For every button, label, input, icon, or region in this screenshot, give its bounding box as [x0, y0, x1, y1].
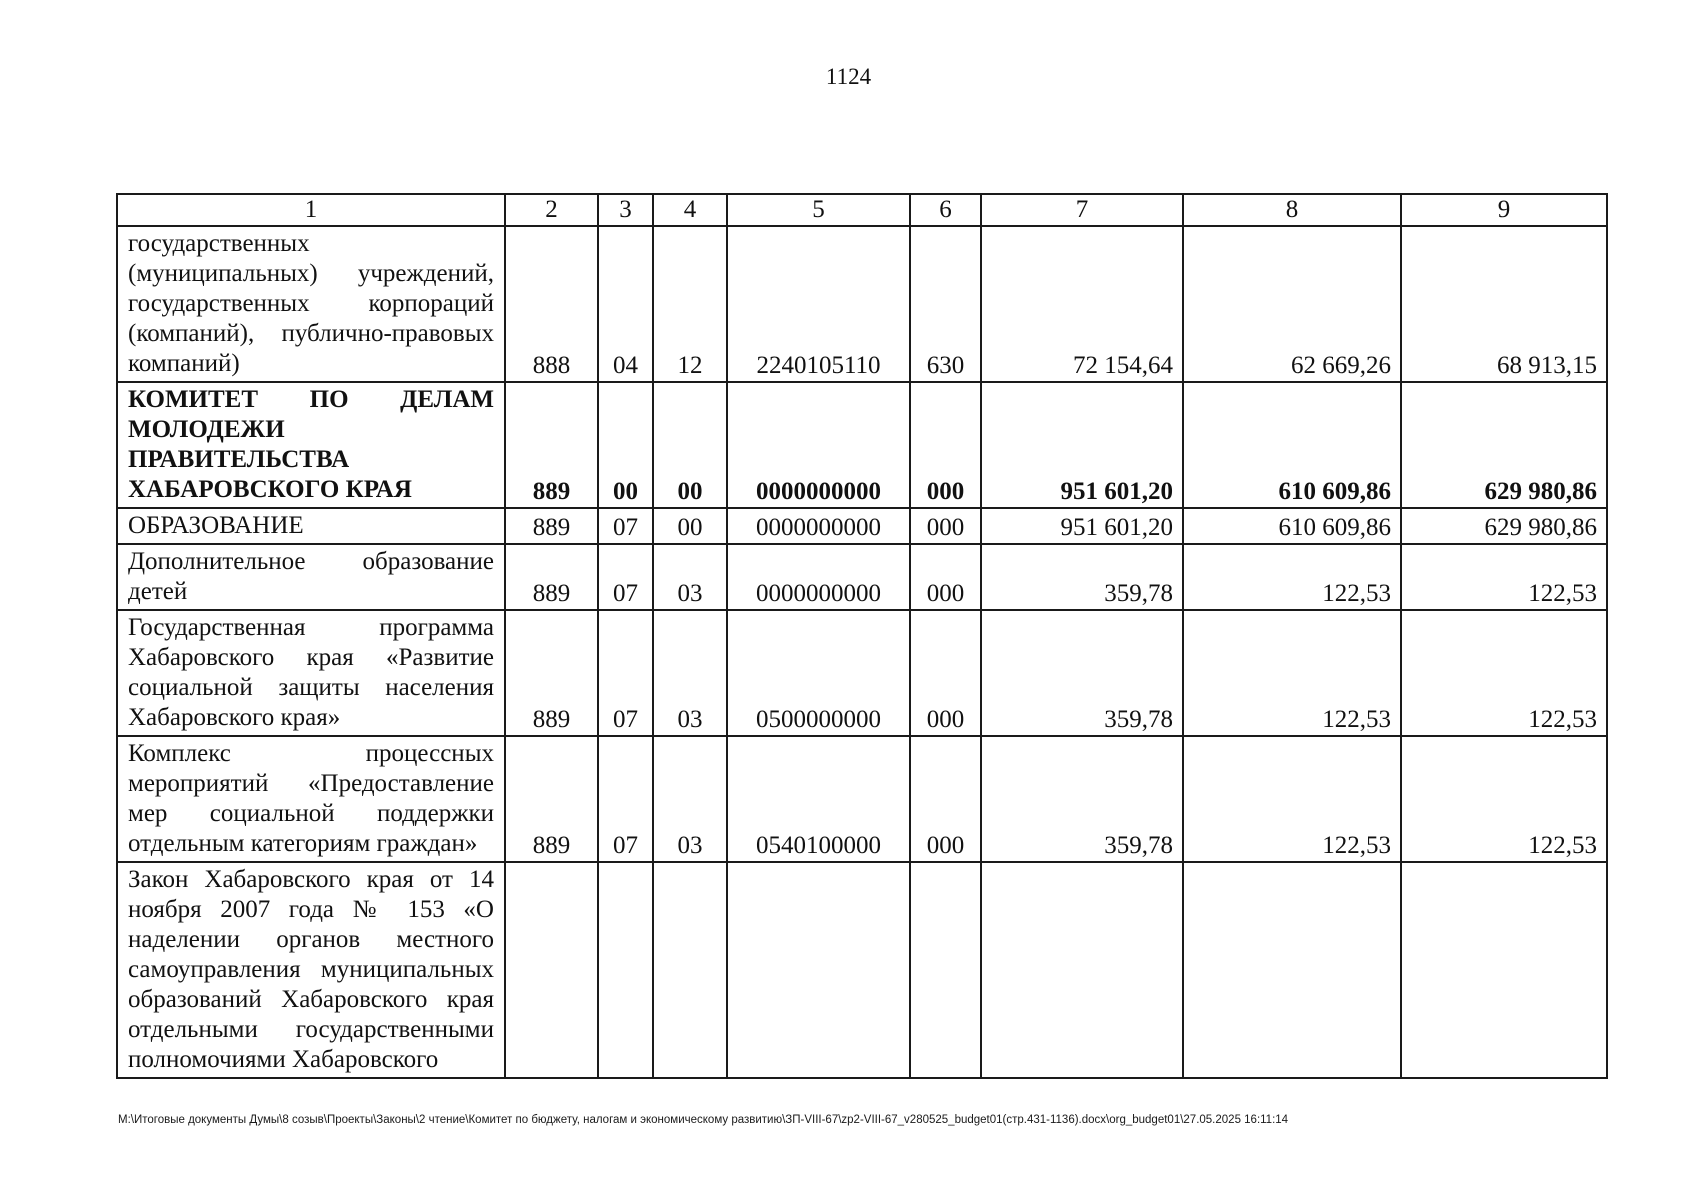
amount-col7: 359,78 — [981, 610, 1183, 736]
column-header: 8 — [1183, 194, 1401, 226]
budget-table — [116, 193, 1608, 1079]
expense-type-code: 000 — [910, 382, 981, 508]
section-code: 07 — [598, 736, 653, 862]
target-article-code: 0000000000 — [727, 508, 910, 544]
section-code: 00 — [598, 382, 653, 508]
column-header: 4 — [653, 194, 727, 226]
ministry-code: 889 — [505, 736, 598, 862]
amount-col8: 610 609,86 — [1183, 382, 1401, 508]
row-name: Закон Хабаровского края от 14 ноября 2007 года № 153 «О наделении органов местного самоуправления муниципальных образований Хабаровского края отдельными государственными полномочиями Хабаровского — [117, 862, 505, 1078]
subsection-code: 00 — [653, 382, 727, 508]
ministry-code: 889 — [505, 508, 598, 544]
column-header: 2 — [505, 194, 598, 226]
page-number: 1124 — [825, 64, 872, 89]
amount-col7: 72 154,64 — [981, 226, 1183, 382]
amount-col7: 951 601,20 — [981, 508, 1183, 544]
row-name: государственных (муниципальных) учреждений, государственных корпораций (компаний), публично-правовых компаний) — [117, 226, 505, 382]
amount-col8: 122,53 — [1183, 544, 1401, 610]
column-header: 5 — [727, 194, 910, 226]
amount-col9: 122,53 — [1401, 544, 1607, 610]
amount-col9 — [1401, 862, 1607, 1078]
expense-type-code: 000 — [910, 736, 981, 862]
column-header: 6 — [910, 194, 981, 226]
amount-col7: 359,78 — [981, 544, 1183, 610]
amount-col9: 122,53 — [1401, 610, 1607, 736]
section-code — [598, 862, 653, 1078]
amount-col7: 359,78 — [981, 736, 1183, 862]
amount-col9: 629 980,86 — [1401, 508, 1607, 544]
section-code: 07 — [598, 544, 653, 610]
target-article-code — [727, 862, 910, 1078]
ministry-code: 888 — [505, 226, 598, 382]
amount-col7: 951 601,20 — [981, 382, 1183, 508]
table-row — [117, 862, 1607, 1078]
column-header: 9 — [1401, 194, 1607, 226]
column-header: 7 — [981, 194, 1183, 226]
ministry-code: 889 — [505, 544, 598, 610]
amount-col8 — [1183, 862, 1401, 1078]
subsection-code: 12 — [653, 226, 727, 382]
column-header: 3 — [598, 194, 653, 226]
amount-col7 — [981, 862, 1183, 1078]
footer-file-path: M:\Итоговые документы Думы\8 созыв\Проекты\Законы\2 чтение\Комитет по бюджету, налогам и экономическому развитию\ЗП-VIII-67\zp2-VIII-67_v280525_budget01(стр.431-1136).docx\org_budget01\27.05.2025 16:11:14 — [118, 1114, 1289, 1126]
subsection-code: 03 — [653, 544, 727, 610]
column-number-row — [117, 194, 1607, 226]
row-name: Государственная программа Хабаровского края «Развитие социальной защиты населения Хабаровского края» — [117, 610, 505, 736]
table-row — [117, 736, 1607, 862]
table-row — [117, 508, 1607, 544]
expense-type-code — [910, 862, 981, 1078]
row-name: Дополнительное образование детей — [117, 544, 505, 610]
column-header: 1 — [117, 194, 505, 226]
table-row — [117, 610, 1607, 736]
amount-col8: 610 609,86 — [1183, 508, 1401, 544]
expense-type-code: 000 — [910, 508, 981, 544]
subsection-code: 03 — [653, 610, 727, 736]
ministry-code: 889 — [505, 382, 598, 508]
amount-col8: 122,53 — [1183, 610, 1401, 736]
section-code: 04 — [598, 226, 653, 382]
subsection-code: 00 — [653, 508, 727, 544]
row-name: КОМИТЕТ ПО ДЕЛАМ МОЛОДЕЖИ ПРАВИТЕЛЬСТВА ХАБАРОВСКОГО КРАЯ — [117, 382, 505, 508]
expense-type-code: 000 — [910, 610, 981, 736]
section-code: 07 — [598, 610, 653, 736]
target-article-code: 0000000000 — [727, 544, 910, 610]
row-name: ОБРАЗОВАНИЕ — [117, 508, 505, 544]
target-article-code: 0500000000 — [727, 610, 910, 736]
ministry-code: 889 — [505, 610, 598, 736]
table-row — [117, 382, 1607, 508]
target-article-code: 0000000000 — [727, 382, 910, 508]
amount-col9: 629 980,86 — [1401, 382, 1607, 508]
expense-type-code: 000 — [910, 544, 981, 610]
amount-col9: 122,53 — [1401, 736, 1607, 862]
subsection-code — [653, 862, 727, 1078]
row-name: Комплекс процессных мероприятий «Предоставление мер социальной поддержки отдельным категориям граждан» — [117, 736, 505, 862]
target-article-code: 0540100000 — [727, 736, 910, 862]
expense-type-code: 630 — [910, 226, 981, 382]
table-row — [117, 226, 1607, 382]
amount-col8: 62 669,26 — [1183, 226, 1401, 382]
target-article-code: 2240105110 — [727, 226, 910, 382]
subsection-code: 03 — [653, 736, 727, 862]
section-code: 07 — [598, 508, 653, 544]
ministry-code — [505, 862, 598, 1078]
amount-col9: 68 913,15 — [1401, 226, 1607, 382]
table-row — [117, 544, 1607, 610]
amount-col8: 122,53 — [1183, 736, 1401, 862]
